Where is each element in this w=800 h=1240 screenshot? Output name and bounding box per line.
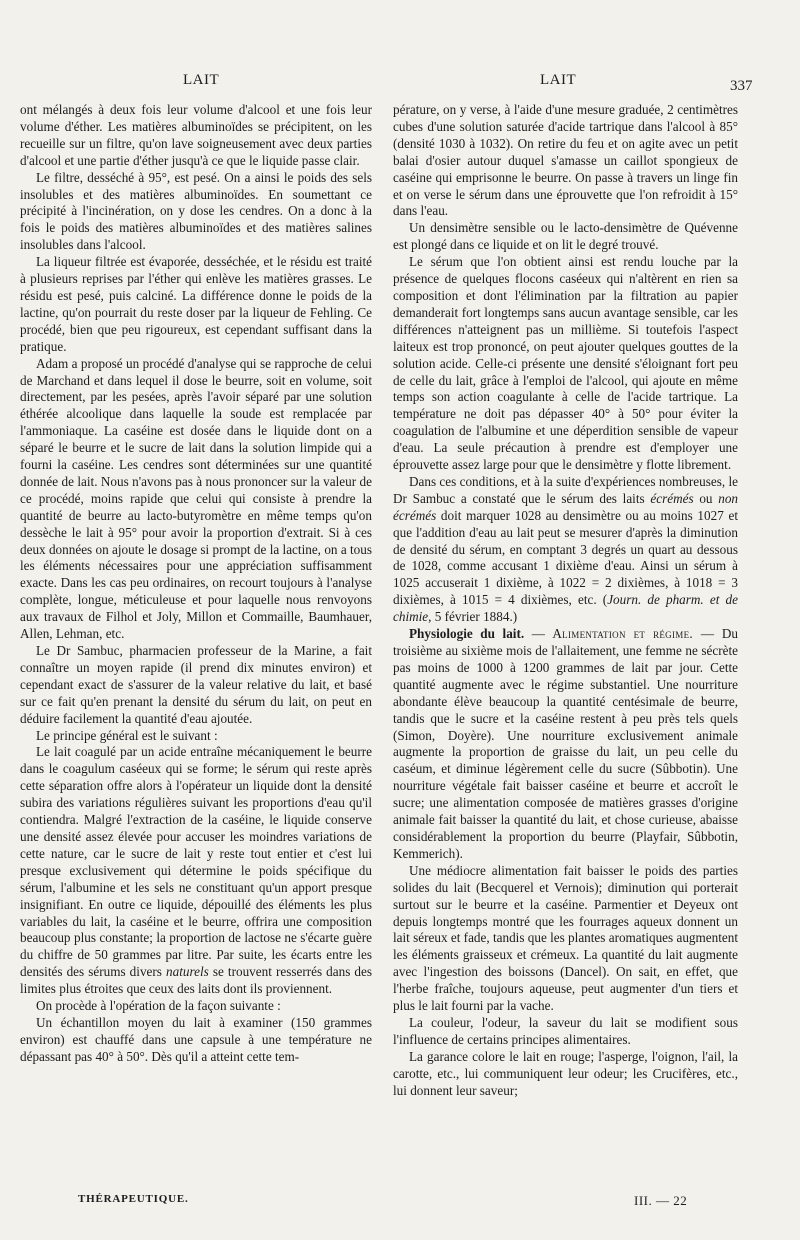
paragraph: Le Dr Sambuc, pharmacien professeur de la Marine, a fait connaître un moyen rapide (il prend dix minutes environ) et cependant exact de s'assurer de la valeur relative du lait, et basé sur ce fait qu'en prenant la densité du sérum du lait, on peut en déduire facilement la quantité d'eau ajoutée. — [20, 643, 372, 726]
page-number: 337 — [730, 78, 753, 94]
paragraph: Un densimètre sensible ou le lacto-densimètre de Quévenne est plongé dans ce liquide et on lit le degré trouvé. — [393, 220, 738, 253]
italic-term: non écrémés — [393, 490, 739, 523]
paragraph: Le principe général est le suivant : — [36, 727, 218, 743]
paragraph — [393, 474, 738, 626]
footer-sheet-mark: III. — 22 — [634, 1193, 688, 1208]
text-run: doit marquer 1028 au densimètre ou au moins 1027 et que l'addition d'eau au lait peut se mesurer d'après la diminution de densité du sérum, en comptant 3 degrés un quart au dessous de 1028, comme accusant 1 dixième d'eau. Ainsi un sérum à 1025 accuserait 1 dixième, à 1022 = 2 dixièmes, à 1018 = 3 dixièmes, à 1015 = 4 dixièmes, etc. ( — [393, 507, 739, 608]
italic-term: naturels — [166, 964, 209, 980]
running-head-left: LAIT — [183, 72, 220, 88]
text-run: Du troisième au sixième mois de l'allaitement, une femme ne sécrète pas moins de 1000 à 1200 grammes de lait par jour. Cette quantité augmente avec le régime substantiel. Une nourriture abondante élève beaucoup la quantité centésimale de beurre, tandis que le sucre et la caséine restent à peu près tels quels (Simon, Doyère). Une nourriture exclusivement animale augmente la proportion de graisse du lait, un peu celle du caséum, et diminue légèrement celle du sucre (Sûbbotin). Une nourriture végétale fait baisser caséine et beurre et accroît le sucre; une alimentation composée de matières grasses d'origine animale fait baisser la quantité du lait, et chose curieuse, abaisse considérablement la proportion du beurre (Playfair, Sûbbotin, Kemmerich). — [393, 626, 739, 861]
paragraph: On procède à l'opération de la façon suivante : — [36, 998, 281, 1014]
text-run: Le lait coagulé par un acide entraîne mécaniquement le beurre dans le coagulum caséeux qui se forme; le sérum qui reste après cette séparation offre alors à l'opérateur un liquide dont la densité subira des variations régulières suivant les proportions d'eau qu'il contiendra. Malgré l'extraction de la caséine, le liquide conserve une densité assez élevée pour accuser les moindres variations de cette nature, car le sucre de lait y reste tout entier et c'est lui presque exclusivement qui détermine le poids spécifique du sérum, l'albumine et les sels ne constituant qu'un apport presque insignifiant. En outre ce liquide, dépouillé des éléments les plus variables du lait, la caséine et le beurre, offrira une composition beaucoup plus constante; la proportion de lactose ne s'écarte guère du chiffre de 50 grammes par litre. Par suite, les écarts entre les densités des sérums divers — [20, 744, 372, 980]
paragraph: Une médiocre alimentation fait baisser le poids des parties solides du lait (Becquerel et Vernois); diminution qui porterait surtout sur le beurre et la caséine. Parmentier et Deyeux ont depuis longtemps montré que les fourrages aqueux donnent un lait séreux et fade, tandis que les plantes aromatiques augmentent les éléments graisseux et crémeux. La quantité du lait augmente avec l'ingestion des boissons (Dancel). On sait, en effet, que l'herbe fraîche, toujours aqueuse, peut augmenter d'un tiers et plus le lait fourni par la vache. — [393, 862, 738, 1014]
text-run: Dans ces conditions, et à la suite d'expériences nombreuses, le Dr Sambuc a constaté que le sérum des laits — [393, 473, 738, 506]
text-run: se trouvent resserrés dans des limites plus étroites que ceux des laits dont ils proviennent. — [20, 964, 373, 997]
text-run: , 5 février 1884.) — [428, 609, 518, 625]
paragraph: Un échantillon moyen du lait à examiner (150 grammes environ) est chauffé dans une capsule à une température ne dépassant pas 40° à 50°. Dès qu'il a atteint cette tem- — [20, 1014, 372, 1064]
paragraph: Le sérum que l'on obtient ainsi est rendu louche par la présence de quelques flocons caséeux qui n'altèrent en rien sa composition et dont l'élimination par la filtration au papier demanderait fort longtemps sans aucun avantage sensible, car les différences n'atteignent pas un millième. Si toutefois l'aspect laiteux est trop prononcé, on peut ajouter quelques gouttes de la solution acide. Celle-ci présente une densité s'éloignant fort peu de celle du lait, grâce à l'emploi de l'alcool, qui ajoute en même temps son action coagulante à celle de l'acide tartrique. La température ne doit pas dépasser 40° à 50° pour éviter la coagulation de l'albumine et une déperdition sensible de vapeur d'eau. La seule précaution à prendre est d'employer une éprouvette assez large pour que le densimètre y flotte librement. — [393, 254, 738, 473]
paragraph: Le filtre, desséché à 95°, est pesé. On a ainsi le poids des sels insolubles et des matières albuminoïdes. En soumettant ce précipité à l'incinération, on y dose les cendres. On a donc à la fois le poids des matières albuminoïdes et des matières salines insolubles dans l'alcool. — [20, 169, 372, 253]
left-column — [20, 102, 372, 1066]
paragraph: pérature, on y verse, à l'aide d'une mesure graduée, 2 centimètres cubes d'une solution saturée d'acide tartrique dans l'alcool à 85° (densité 1030 à 1032). On retire du feu et on agite avec un petit balai d'osier autour duquel s'amasse un caillot spongieux de caséine qui emprisonne le beurre. On passe à travers un linge fin et on verse le sérum dans une éprouvette que l'on refroidit à 15° dans l'eau. — [393, 102, 738, 219]
section-paragraph — [393, 626, 738, 863]
paragraph: La garance colore le lait en rouge; l'asperge, l'oignon, l'ail, la carotte, etc., lui communiquent leur odeur; les Crucifères, etc., lui donnent leur saveur; — [393, 1048, 738, 1098]
paragraph: La couleur, l'odeur, la saveur du lait se modifient sous l'influence de certains principes alimentaires. — [393, 1014, 738, 1047]
italic-term: écrémés — [650, 490, 694, 506]
text-run: ou — [699, 490, 713, 506]
running-head-right: LAIT — [540, 72, 577, 88]
section-heading: Physiologie du lait. — [409, 626, 525, 642]
paragraph: Adam a proposé un procédé d'analyse qui se rapproche de celui de Marchand et dans lequel il dose le beurre, soit en volume, soit directement, par les pesées, après l'avoir séparé par une solution éthérée alcoolique dans laquelle la soude est remplacée par l'ammoniaque. La caséine est dosée dans le liquide dont on a séparé le beurre et le sucre de lait dans la solution limpide qui a fourni la caséine. Les cendres sont déterminées sur une quantité donnée de lait. Nous n'avons pas à nous prononcer sur la valeur de ce procédé, moins rapide que celui qui consiste à prendre la quantité de beurre au lacto-butyromètre en même temps qu'on dessèche le lait à 95° pour avoir la proportion d'extrait. Si à ces deux données on ajoute le dosage si prompt de la lactine, on a tous les éléments nécessaires pour une appréciation suffisamment exacte. Dans les cas peu ordinaires, on recourt toujours à l'analyse complète, longue, méticuleuse et pour laquelle nous renvoyons aux travaux de Filhol et Joly, Millon et Commaille, Baumhauer, Allen, Lehman, etc. — [20, 355, 372, 642]
paragraph: ont mélangés à deux fois leur volume d'alcool et une fois leur volume d'éther. Les matières albuminoïdes se précipitent, on les recueille sur un filtre, qu'on lave soigneusement avec deux parties d'alcool et une partie d'éther jusqu'à ce que le liquide passe clair. — [20, 102, 372, 168]
right-column — [393, 102, 738, 1099]
paragraph: La liqueur filtrée est évaporée, desséchée, et le résidu est traité à plusieurs reprises par l'éther qui enlève les matières grasses. Le résidu est pesé, puis calciné. La différence donne le poids de la lactine, qu'on pourrait du reste doser par la liqueur de Fehling. Ce procédé, bien que peu rigoureux, est cependant suffisant dans la pratique. — [20, 254, 372, 354]
paragraph — [20, 744, 372, 998]
section-subheading: — Alimentation et régime. — — [531, 626, 715, 642]
footer-signature: THÉRAPEUTIQUE. — [78, 1193, 189, 1205]
citation-journal: Journ. de pharm. et de chimie — [393, 592, 738, 625]
